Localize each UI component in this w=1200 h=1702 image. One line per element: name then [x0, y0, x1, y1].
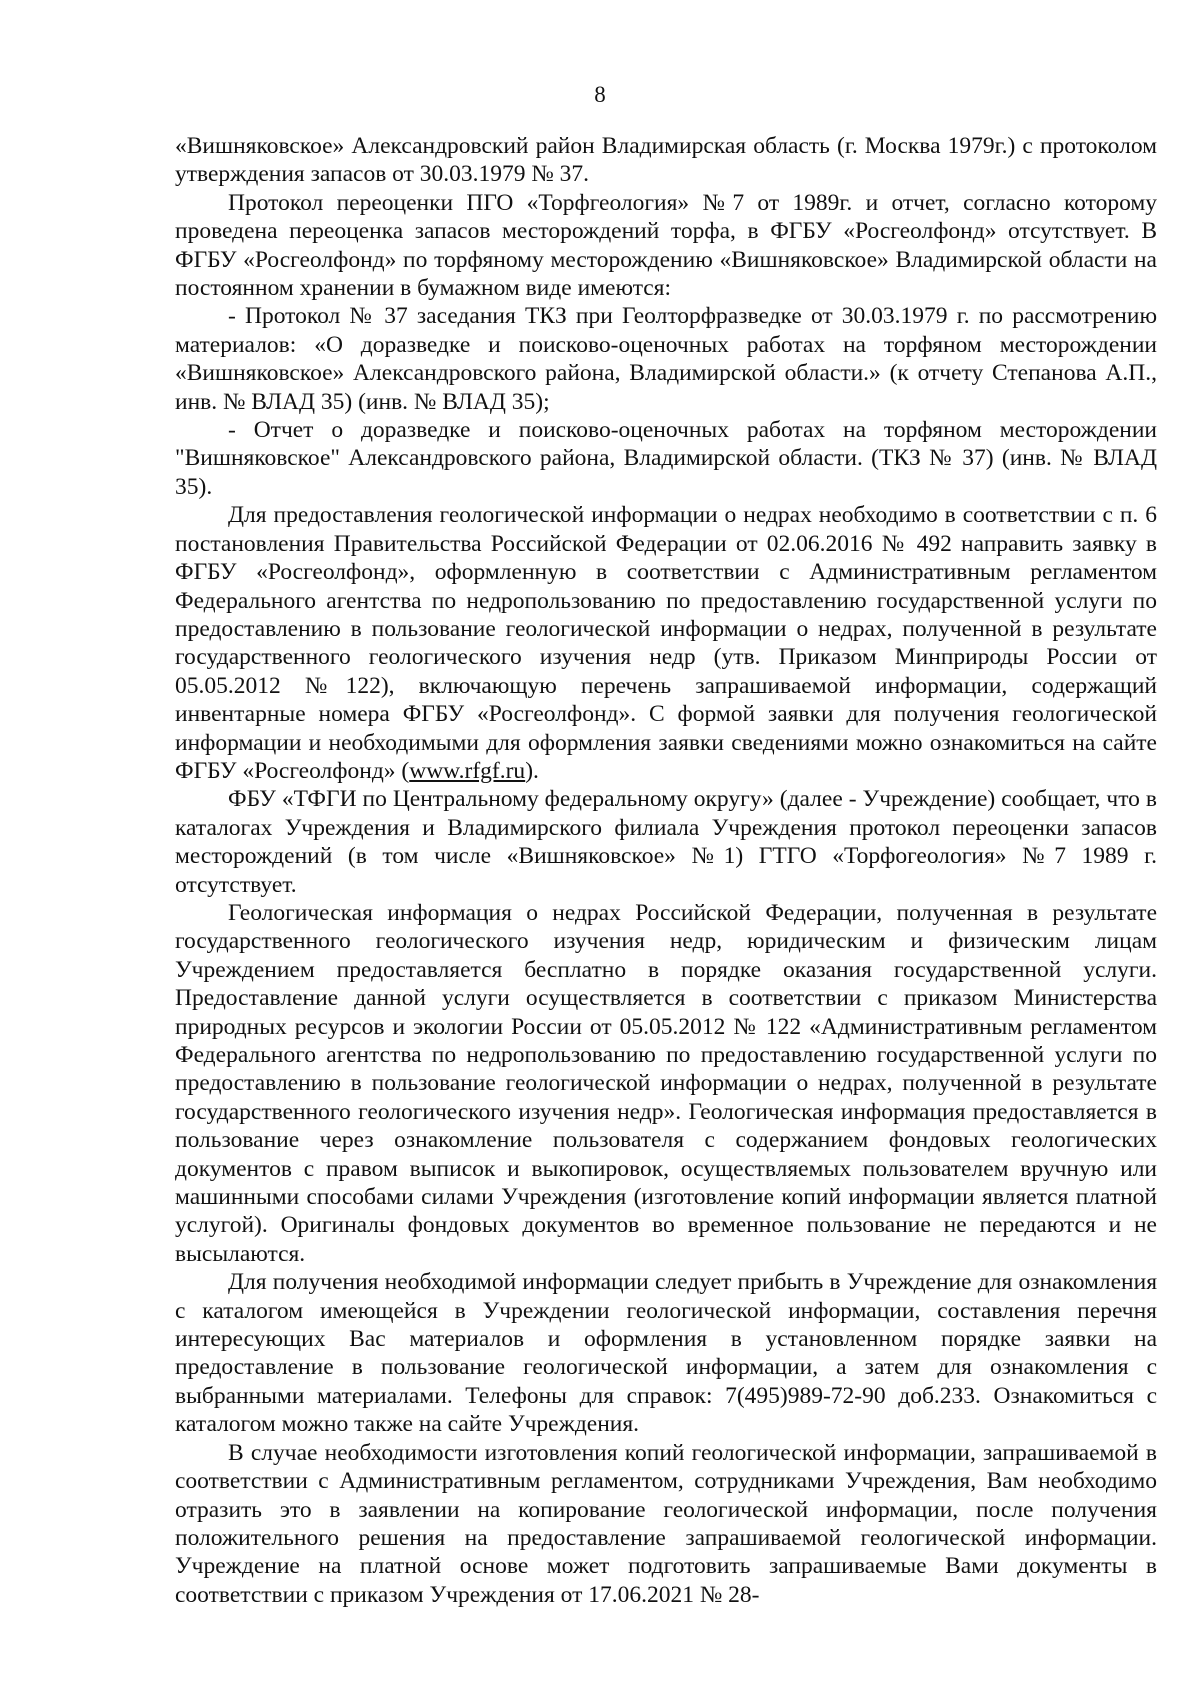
request-procedure-text: Для предоставления геологической информации о недрах необходимо в соответствии с п. 6 постановления Правительства Российской Федерации от 02.06.2016 № 492 направить заявку в ФГБУ «Росгеолфонд», оформленную в соответствии с Административным регламентом Федерального агентства по недропользованию по предоставлению государственной услуги по предоставлению в пользование геологической информации о недрах, полученной в результате государственного геологического изучения недр (утв. Приказом Минприроды России от 05.05.2012 №122), включающую перечень запрашиваемой информации, содержащий инвентарные номера ФГБУ «Росгеолфонд». С формой заявки для получения геологической информации и необходимыми для оформления заявки сведениями можно ознакомиться на сайте ФГБУ «Росгеолфонд» (	[175, 502, 1157, 784]
paragraph-request-procedure	[175, 501, 1157, 785]
document-body	[175, 132, 1157, 1609]
paragraph-tfgi-notice: ФБУ «ТФГИ по Центральному федеральному округу» (далее - Учреждение) сообщает, что в каталогах Учреждения и Владимирского филиала Учреждения протокол переоценки запасов месторождений (в том числе «Вишняковское» №1) ГТГО «Торфогеология» №7 1989 г. отсутствует.	[175, 786, 1157, 898]
paragraph-geological-info: Геологическая информация о недрах Российской Федерации, полученная в результате государственного геологического изучения недр, юридическим и физическим лицам Учреждением предоставляется бесплатно в порядке оказания государственной услуги. Предоставление данной услуги осуществляется в соответствии с приказом Министерства природных ресурсов и экологии России от 05.05.2012 № 122 «Административным регламентом Федерального агентства по недропользованию по предоставлению государственной услуги по предоставлению в пользование геологической информации о недрах, полученной в результате государственного геологического изучения недр». Геологическая информация предоставляется в пользование через ознакомление пользователя с содержанием фондовых геологических документов с правом выписок и выкопировок, осуществляемых пользователем вручную или машинными способами силами Учреждения (изготовление копий информации является платной услугой). Оригиналы фондовых документов во временное пользование не передаются и не высылаются.	[175, 899, 1157, 1267]
link-closing-punctuation: ).	[525, 757, 539, 784]
rfgf-website-link[interactable]: www.rfgf.ru	[409, 757, 526, 784]
page-number: 8	[594, 82, 606, 107]
paragraph-visit-instructions: Для получения необходимой информации следует прибыть в Учреждение для ознакомления с каталогом имеющейся в Учреждении геологической информации, составления перечня интересующих Вас материалов и оформления в установленном порядке заявки на предоставление в пользование геологической информации, а затем для ознакомления с выбранными материалами. Телефоны для справок: 7(495)989-72-90 доб.233. Ознакомиться с каталогом можно также на сайте Учреждения.	[175, 1269, 1157, 1438]
list-item-protocol: - Протокол № 37 заседания ТКЗ при Геолторфразведке от 30.03.1979 г. по рассмотрению материалов: «О доразведке и поисково-оценочных работах на торфяном месторождении «Вишняковское» Александровского района, Владимирской области.» (к отчету Степанова А.П., инв. № ВЛАД 35) (инв. № ВЛАД 35);	[175, 303, 1157, 415]
paragraph-continuation: «Вишняковское» Александровский район Владимирская область (г. Москва 1979г.) с протоколом утверждения запасов от 30.03.1979 № 37.	[175, 133, 1157, 188]
list-item-report: - Отчет о доразведке и поисково-оценочных работах на торфяном месторождении "Вишняковское" Александровского района, Владимирской области. (ТКЗ № 37) (инв. № ВЛАД 35).	[175, 417, 1157, 500]
paragraph-protocol-missing: Протокол переоценки ПГО «Торфгеология» №7 от 1989г. и отчет, согласно которому проведена переоценка запасов месторождений торфа, в ФГБУ «Росгеолфонд» отсутствует. В ФГБУ «Росгеолфонд» по торфяному месторождению «Вишняковское» Владимирской области на постоянном хранении в бумажном виде имеются:	[175, 189, 1157, 302]
paragraph-copy-instructions: В случае необходимости изготовления копий геологической информации, запрашиваемой в соответствии с Административным регламентом, сотрудниками Учреждения, Вам необходимо отразить это в заявлении на копирование геологической информации, после получения положительного решения на предоставление запрашиваемой геологической информации. Учреждение на платной основе может подготовить запрашиваемые Вами документы в соответствии с приказом Учреждения от 17.06.2021 № 28-	[175, 1439, 1157, 1608]
